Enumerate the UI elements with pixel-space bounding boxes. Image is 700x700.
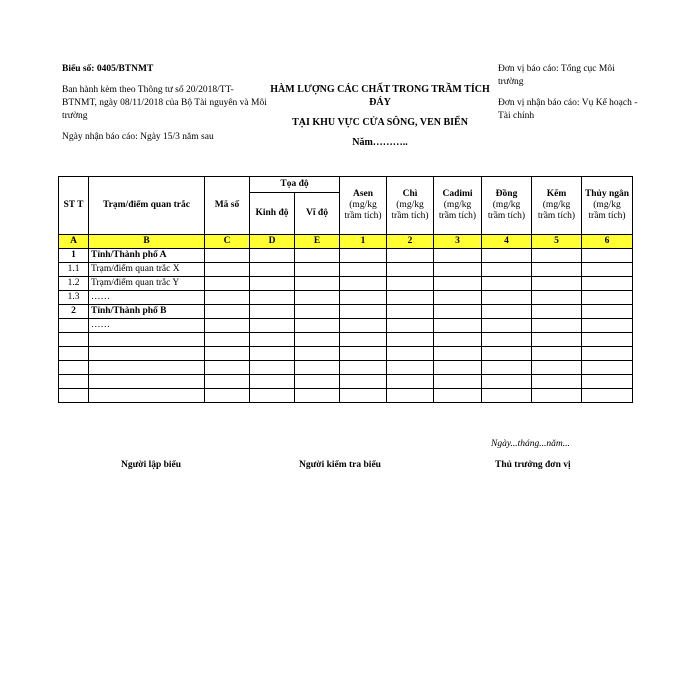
header-metal: Kẽm (mg/kg trầm tích) <box>532 177 582 235</box>
table-cell <box>250 291 295 305</box>
table-cell <box>434 333 482 347</box>
date-line: Ngày...tháng...năm... <box>491 439 570 449</box>
header-metal: Đồng (mg/kg trầm tích) <box>482 177 532 235</box>
table-cell <box>295 305 340 319</box>
table-cell <box>340 347 387 361</box>
header-longitude: Kinh độ <box>250 193 295 235</box>
table-cell <box>532 375 582 389</box>
header-metal: Chì (mg/kg trầm tích) <box>387 177 434 235</box>
table-cell <box>340 263 387 277</box>
table-row <box>59 347 633 361</box>
table-cell <box>532 277 582 291</box>
table-cell <box>250 277 295 291</box>
row-stt <box>59 389 89 403</box>
table-row <box>59 277 633 291</box>
row-station-name: Trạm/điểm quan trắc Y <box>89 277 205 291</box>
table-cell <box>387 361 434 375</box>
table-cell <box>387 389 434 403</box>
title-block <box>270 83 490 149</box>
table-cell <box>434 263 482 277</box>
header-latitude: Vĩ độ <box>295 193 340 235</box>
table-cell <box>250 305 295 319</box>
table-cell <box>434 361 482 375</box>
signature-checker: Người kiểm tra biểu <box>299 460 381 470</box>
table-cell <box>340 389 387 403</box>
table-cell <box>250 249 295 263</box>
table-cell <box>340 291 387 305</box>
table-cell <box>532 263 582 277</box>
header-coords: Tọa độ <box>250 177 340 193</box>
table-cell <box>250 263 295 277</box>
table-cell <box>434 347 482 361</box>
table-row <box>59 291 633 305</box>
row-stt <box>59 333 89 347</box>
table-cell <box>295 249 340 263</box>
table-cell <box>340 361 387 375</box>
row-station-name <box>89 333 205 347</box>
column-code-row <box>59 235 633 249</box>
table-row <box>59 389 633 403</box>
column-code-cell: 6 <box>582 235 633 249</box>
table-cell <box>205 319 250 333</box>
table-cell <box>582 361 633 375</box>
table-cell <box>295 263 340 277</box>
table-cell <box>482 291 532 305</box>
table-cell <box>532 319 582 333</box>
table-cell <box>295 361 340 375</box>
table-row <box>59 263 633 277</box>
table-cell <box>532 333 582 347</box>
table-cell <box>387 263 434 277</box>
table-cell <box>250 319 295 333</box>
table-cell <box>205 347 250 361</box>
table-row <box>59 375 633 389</box>
table-cell <box>205 333 250 347</box>
table-cell <box>482 249 532 263</box>
receive-date-text: Ngày nhận báo cáo: Ngày 15/3 năm sau <box>62 132 214 142</box>
table-cell <box>482 263 532 277</box>
table-cell <box>205 277 250 291</box>
row-stt <box>59 347 89 361</box>
header-metal: Thủy ngân (mg/kg trầm tích) <box>582 177 633 235</box>
header-station: Trạm/điểm quan trắc <box>89 177 205 235</box>
column-code-cell: 1 <box>340 235 387 249</box>
right-header-block <box>498 63 638 123</box>
table-cell <box>387 291 434 305</box>
row-stt: 2 <box>59 305 89 319</box>
header-stt: ST T <box>59 177 89 235</box>
table-cell <box>434 375 482 389</box>
table-cell <box>295 347 340 361</box>
row-stt: 1 <box>59 249 89 263</box>
table-cell <box>295 319 340 333</box>
column-code-cell: C <box>205 235 250 249</box>
table-cell <box>582 319 633 333</box>
table-cell <box>387 333 434 347</box>
table-cell <box>250 389 295 403</box>
table-cell <box>582 389 633 403</box>
table-cell <box>434 249 482 263</box>
header-code: Mã số <box>205 177 250 235</box>
row-station-name <box>89 389 205 403</box>
table-cell <box>532 291 582 305</box>
form-code: Biểu số: 0405/BTNMT <box>62 64 154 74</box>
table-cell <box>387 277 434 291</box>
table-cell <box>482 347 532 361</box>
column-code-cell: 4 <box>482 235 532 249</box>
column-code-cell: A <box>59 235 89 249</box>
table-row <box>59 319 633 333</box>
column-code-cell: 5 <box>532 235 582 249</box>
table-cell <box>582 291 633 305</box>
reporting-unit: Đơn vị báo cáo: Tổng cục Môi trường <box>498 64 615 87</box>
table-cell <box>340 277 387 291</box>
table-cell <box>340 319 387 333</box>
table-cell <box>295 333 340 347</box>
receiving-unit: Đơn vị nhận báo cáo: Vụ Kế hoạch - Tài chính <box>498 98 638 121</box>
table-cell <box>434 305 482 319</box>
column-code-cell: B <box>89 235 205 249</box>
report-title-line1: HÀM LƯỢNG CÁC CHẤT TRONG TRẦM TÍCH ĐÁY <box>270 84 490 108</box>
row-station-name: Tỉnh/Thành phố A <box>89 249 205 263</box>
table-cell <box>532 361 582 375</box>
table-cell <box>582 277 633 291</box>
table-cell <box>482 305 532 319</box>
row-station-name: Tỉnh/Thành phố B <box>89 305 205 319</box>
table-cell <box>482 375 532 389</box>
row-stt: 1.2 <box>59 277 89 291</box>
table-cell <box>434 319 482 333</box>
report-year: Năm……….. <box>352 137 408 148</box>
sediment-table <box>58 176 633 403</box>
table-cell <box>482 319 532 333</box>
table-cell <box>340 375 387 389</box>
row-stt: 1.1 <box>59 263 89 277</box>
table-cell <box>582 347 633 361</box>
header-metal: Cadimi (mg/kg trầm tích) <box>434 177 482 235</box>
table-cell <box>205 249 250 263</box>
table-cell <box>482 361 532 375</box>
table-cell <box>387 249 434 263</box>
table-cell <box>434 389 482 403</box>
table-cell <box>582 333 633 347</box>
row-stt: 1.3 <box>59 291 89 305</box>
table-cell <box>532 305 582 319</box>
table-cell <box>582 249 633 263</box>
issued-by-text: Ban hành kèm theo Thông tư số 20/2018/TT-BTNMT, ngày 08/11/2018 của Bộ Tài nguyên và Môi trường <box>62 85 267 121</box>
table-row <box>59 333 633 347</box>
left-header-block <box>62 63 267 152</box>
column-code-cell: 2 <box>387 235 434 249</box>
table-cell <box>295 389 340 403</box>
table-cell <box>340 249 387 263</box>
table-cell <box>387 305 434 319</box>
table-cell <box>205 375 250 389</box>
signature-preparer: Người lập biểu <box>121 460 182 470</box>
table-cell <box>532 347 582 361</box>
column-code-cell: 3 <box>434 235 482 249</box>
table-cell <box>205 291 250 305</box>
table-row <box>59 361 633 375</box>
table-cell <box>340 333 387 347</box>
header-metal: Asen (mg/kg trầm tích) <box>340 177 387 235</box>
table-cell <box>482 389 532 403</box>
row-stt <box>59 319 89 333</box>
table-cell <box>205 389 250 403</box>
table-row <box>59 249 633 263</box>
table-cell <box>387 347 434 361</box>
column-code-cell: E <box>295 235 340 249</box>
table-cell <box>250 333 295 347</box>
table-cell <box>482 277 532 291</box>
table-cell <box>582 375 633 389</box>
row-station-name: Trạm/điểm quan trắc X <box>89 263 205 277</box>
table-cell <box>387 375 434 389</box>
table-cell <box>340 305 387 319</box>
table-cell <box>295 375 340 389</box>
column-code-cell: D <box>250 235 295 249</box>
row-stt <box>59 361 89 375</box>
table-row <box>59 305 633 319</box>
row-station-name <box>89 347 205 361</box>
table-body <box>59 235 633 403</box>
row-station-name <box>89 361 205 375</box>
table-cell <box>250 361 295 375</box>
report-title-line2: TẠI KHU VỰC CỬA SÔNG, VEN BIỂN <box>292 117 468 128</box>
row-station-name: …… <box>89 291 205 305</box>
table-cell <box>205 263 250 277</box>
table-cell <box>387 319 434 333</box>
table-cell <box>582 305 633 319</box>
table-cell <box>295 291 340 305</box>
table-cell <box>482 333 532 347</box>
table-cell <box>295 277 340 291</box>
signature-head: Thủ trưởng đơn vị <box>495 460 571 470</box>
table-cell <box>532 249 582 263</box>
row-stt <box>59 375 89 389</box>
table-cell <box>582 263 633 277</box>
row-station-name: …… <box>89 319 205 333</box>
table-cell <box>532 389 582 403</box>
table-cell <box>205 305 250 319</box>
row-station-name <box>89 375 205 389</box>
table-cell <box>434 291 482 305</box>
table-cell <box>205 361 250 375</box>
table-cell <box>434 277 482 291</box>
table-cell <box>250 375 295 389</box>
table-cell <box>250 347 295 361</box>
